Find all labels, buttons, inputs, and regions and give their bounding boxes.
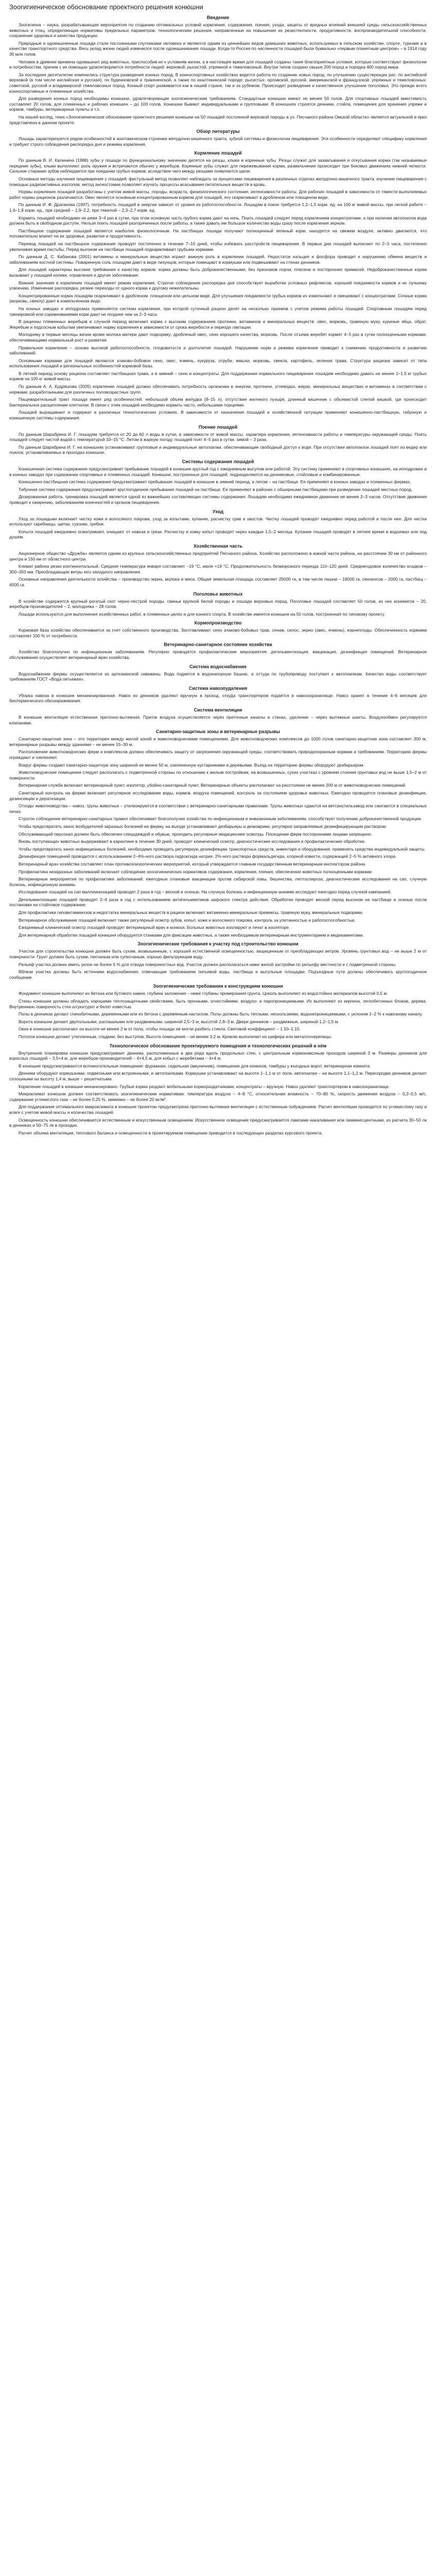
paragraph: Потолок конюшни делают утепленным, гладким, без выступов. Высота помещения – не менее 3,2 м. Кровлю выполняют из шифера или металлочерепицы. [19, 1033, 333, 1039]
section-heading: Система вентиляции [194, 707, 242, 713]
paragraph: Для ветеринарной обработки лошадей конюшня оборудуется станками для фиксации животных, а также необходимым ветеринарным инструментарием и медикаментами. [19, 932, 364, 938]
paragraph: Ветеринарный врач хозяйства составляет план противоэпизоотических мероприятий, который утверждается главным государственным ветеринарным инспектором района. [19, 861, 367, 867]
section-heading: Санитарно-защитные зоны и ветеринарные разрывы [155, 729, 281, 735]
paragraph: Важное значение в кормлении лошадей имеет режим кормления. Строгое соблюдение распорядка дня способствует выработке условных рефлексов, хорошей поедаемости кормов и их лучшему усвоению. Изменение распорядка, резкие переходы от одного корма к другому нежелательны. [9, 280, 427, 291]
paragraph: Ветеринарная служба включает ветеринарный пункт, изолятор, убойно-санитарный пункт. Ветеринарные объекты располагают на расстоянии не менее 200 м от животноводческих помещений. [19, 783, 407, 788]
paragraph: Табунная система содержания предусматривает круглогодичное пребывание лошадей на пастбище. Ее применяют в районах с обширными пастбищами при разведении лошадей местных пород. [19, 486, 413, 492]
paragraph: Для лошадей характерны высокие требования к качеству кормов: корма должны быть доброкачественными, без признаков порчи, плесени и посторонних примесей. Недоброкачественные корма вызывают у лошадей колики, отравления и другие заболевания. [9, 267, 427, 278]
paragraph: В рационы племенных жеребцов в случной период включают корма с высоким содержанием протеина, витаминов и минеральных веществ: овес, морковь, травяную муку, куриные яйца, обрат. Жеребым и подсосным кобылам увеличивают норму кормления в зависимости от срока жеребости и периода лактации. [9, 319, 427, 330]
paragraph: Санитарно-защитная зона – это территория между жилой зоной и животноводческими помещениями. Для животноводческих комплексов до 1000 голов санитарно-защитная зона составляет 300 м, ветеринарные разрывы между зданиями – не менее 15–30 м. [9, 736, 427, 747]
paragraph: В хозяйстве содержится крупный рогатый скот черно-пестрой породы, свиньи крупной белой породы и лошади верховых пород. Поголовье лошадей составляет 50 голов, из них конематок – 20, жеребцов-производителей – 2, молодняка – 28 голов. [9, 598, 427, 609]
section-heading: Системы содержания лошадей [182, 459, 254, 464]
paragraph: Кормовая база хозяйства обеспечивается за счет собственного производства. Заготавливают сено злаково-бобовых трав, сенаж, силос, зерно (овес, ячмень), корнеплоды. Обеспеченность кормами составляет 100 % от потребности. [9, 628, 427, 638]
paragraph: Зоогигиена – наука, разрабатывающая мероприятия по созданию оптимальных условий кормления, содержания, поения, ухода, защиты от вредных влияний внешней среды сельскохозяйственных животных и птиц, определяющая нормативы предельных параметров, технологические решения, направленные на повышение их резистентности, продуктивности, воспроизводительной способности, сохранение здоровья и качества продукции. [9, 22, 427, 39]
section-heading: Система водоснабжения [189, 664, 247, 669]
section-heading: Хозяйственная часть [193, 543, 243, 549]
paragraph: За последнее десятилетие изменились структура разведения конных пород. В конноспортивных хозяйствах ведется работа по созданию новых пород, по улучшению существующих рас: по английской верховой (в том числе английская и русская), по буденновской и тракененской, а также по ахалтекинской породе; рысистых: орловской, русской, американской и французской; упряжных и тяжеловозных: советской, русской и владимирской тяжеловозных пород. Конный спорт развивается как в нашей стране, так и за рубежом. Происходит разведение и качественное улучшение поголовья. Это прежде всего конноспортивные и племенные хозяйства. [9, 72, 427, 94]
paragraph: Дозированная работа, тренировка лошадей является одной из важнейших составляющих системы содержания. Лошадям необходимо ежедневное движение не менее 2–3 часов. Отсутствие движения приводит к ожирению, заболеваниям конечностей и органов пищеварения. [9, 494, 427, 505]
paragraph: Перевод лошадей на пастбищное содержание проводят постепенно в течение 7–10 дней, чтобы избежать расстройств пищеварения. В первые дни лошадей выпасают по 2–3 часа, постепенно увеличивая время пастьбы. Перед выгоном на пастбище лошадей подкармливают грубыми кормами. [9, 241, 427, 252]
document-body [9, 14, 427, 1136]
paragraph: Участок для строительства конюшни должен быть сухим, возвышенным, с хорошей естественной освещенностью, защищенным от преобладающих ветров. Уровень грунтовых вод – не выше 2 м от поверхности. Грунт должен быть сухим, песчаным или супесчаным, хорошо фильтрующим воду. [9, 948, 427, 960]
section-heading: Система навозоудаления [188, 685, 248, 691]
paragraph: Конюшенно-пастбищная система содержания предусматривает пребывание лошадей в конюшне в зимний период, а летом – на пастбище. Ее применяют в конных заводах и племенных фермах. [19, 479, 411, 485]
paragraph: Для профилактики гиповитаминозов и недостатка минеральных веществ в рацион включают витаминно-минеральные премиксы, травяную муку, минеральные подкормки. [19, 910, 363, 916]
paragraph: Правильное кормление – основа высокой работоспособности, плодовитости и долголетия лошадей. Нарушение норм и режима кормления приводит к снижению продуктивности и развитию заболеваний. [9, 345, 427, 356]
paragraph: В летний период основу рациона составляет пастбищная трава, а в зимний – сено и концентраты. Для поддержания нормального пищеварения лошадям необходимо давать не менее 1–1,5 кг грубых кормов на 100 кг живой массы. [9, 370, 427, 382]
paragraph: Для разведения конных пород необходимы конюшни, удовлетворяющие зоогигиеническим требованиям. Стандартные конюшни имеют не менее 50 голов. Для спортивных лошадей вместимость составляет 20 голов, для племенных и рабочих конюшен – до 100 голов. Конюшни бывают индивидуальными и групповыми. В конюшнях строятся денники, стойла, помещения для хранения упряжи и кормов, тамбуры, ветеринарные пункты и т.п. [9, 96, 427, 112]
paragraph: Основными кормами для лошадей являются злаково-бобовое сено, овес, ячмень, кукуруза, отруби, жмыхи, морковь, свекла, картофель, зеленая трава. Структура рациона зависит от типа использования лошадей и региональных особенностей кормовой базы. [9, 358, 427, 369]
paragraph: Лошадь характеризуется рядом особенностей в анатомическом строении желудочно-кишечного тракта, зубной системы и физиологии пищеварения. Эти особенности определяют специфику кормления и требуют строго соблюдения распорядка дня и режима кормления. [9, 136, 427, 147]
paragraph: Исследование лошадей на сап маллеинизацией проводят 2 раза в год – весной и осенью. На случную болезнь и инфекционную анемию исследуют ежегодно перед случной кампанией. [19, 889, 392, 895]
paragraph: Акционерное общество «Дружба» является одним из крупных сельскохозяйственных предприятий Песчаного района. Хозяйство расположено в южной части района, на расстоянии 30 км от районного центра и 150 км от областного центра. [9, 550, 427, 562]
paragraph: Ветеринарное обслуживание лошадей включает также регулярный осмотр зубов, копыт, кожи и волосяного покрова, контроль за упитанностью и работоспособностью. [19, 917, 356, 923]
paragraph: Вновь поступающих животных выдерживают в карантине в течение 30 дней, проводят клинический осмотр, диагностические исследования и профилактические обработки. [19, 839, 366, 844]
paragraph: Рельеф участка должен иметь уклон не более 5 % для отвода поверхностных вод. Участок должен располагаться ниже жилой застройки по рельефу местности и с подветренной стороны. [19, 961, 397, 967]
paragraph: В конюшне вентиляция естественная приточно-вытяжная. Приток воздуха осуществляется через приточные каналы в стенах, удаление – через вытяжные шахты. Воздухообмен регулируется клапанами. [9, 715, 427, 725]
paragraph: Концентрированные корма лошадям скармливают в дробленом, плющеном или цельном виде. Для улучшения поедаемости грубых кормов их измельчают и смешивают с концентратами. Сочные корма (морковь, свеклу) дают в измельченном виде. [9, 293, 427, 304]
section-heading: Обзор литературы [196, 129, 240, 134]
paragraph: Хозяйство благополучно по инфекционным заболеваниям. Регулярно проводятся профилактические мероприятия: дегельминтизация, вакцинация, дезинфекция помещений. Ветеринарное обслуживание осуществляет ветеринарный врач хозяйства. [9, 649, 427, 660]
paragraph: Основные направления деятельности хозяйства – производство зерна, молока и мяса. Общая земельная площадь составляет 25000 га, в том числе пашни – 18000 га, сенокосов – 2000 га, пастбищ – 4000 га. [9, 577, 427, 587]
paragraph: По данным Д. С. Кабанова (2001) витамины и минеральные вещества играют важную роль в кормлении лошадей. Недостаток кальция и фосфора приводит к нарушению обмена веществ и заболеваниям костной системы. Поваренную соль лошадям дают в виде лизунцов, которые помещают в кормушки или подвешивают на стенах денников. [9, 254, 427, 265]
section-heading: Уход [212, 509, 224, 514]
section-heading: Технологическое обоснование проектируемого помещения и технологических решений в нём [109, 1043, 327, 1048]
paragraph: Для поддержания оптимального микроклимата в конюшне проектом предусмотрена приточно-вытяжная вентиляция с естественным побуждением. Расчет вентиляции проводится по углекислому газу и влаге с учетом живой массы и количества лошадей. [9, 1104, 427, 1115]
paragraph: Ворота конюшни делают двупольными, распашными или раздвижными, шириной 2,5–3 м, высотой 2,8–3 м. Двери денников – раздвижные, шириной 1,2–1,5 м. [19, 1019, 339, 1024]
paragraph: Кормить лошадей необходимо не реже 3–4 раз в сутки, при этом основную часть грубого корма дают на ночь. Поить лошадей следует перед кормлением концентратами, а при наличии автопоилок вода должна быть в свободном доступе. Нельзя поить лошадей разгоряченных после работы, а также давать им большое количество воды сразу после кормления зерном. [9, 215, 427, 226]
section-heading: Поение лошадей [198, 424, 238, 430]
paragraph: Строгое соблюдение ветеринарно-санитарных правил обеспечивает благополучие хозяйства по инфекционным и инвазионным заболеваниям, способствует получению доброкачественной продукции. [19, 816, 422, 822]
paragraph: Полы в денниках делают глинобитными, деревянными или из бетона с деревянным настилом. Полы должны быть теплыми, нескользкими, водонепроницаемыми, с уклоном 1–2 % к навозному каналу. [19, 1011, 423, 1017]
section-heading: Введение [206, 15, 230, 20]
paragraph: Вокруг фермы создают санитарно-защитную зону шириной не менее 50 м, озелененную кустарниками и деревьями. Въезд на территорию фермы оборудуют дезбарьером. [19, 762, 364, 768]
section-heading: Поголовье животных [193, 591, 243, 597]
paragraph: Дегельминтизацию лошадей проводят 2–4 раза в год с использованием антигельминтиков широкого спектра действия. Обработки проводят весной перед выгоном на пастбище и осенью после постановки на стойловое содержание. [9, 896, 427, 908]
paragraph: Ветеринарные мероприятия по профилактике заболеваний: ежегодные плановые вакцинации против сибирской язвы, бешенства, лептоспироза; диагностические исследования на сап, случную болезнь, инфекционную анемию. [9, 876, 427, 887]
paragraph: Основные методы изучения пищеварения у лошадей: фистульный метод позволяет наблюдать за процессами пищеварения в различных отделах желудочно-кишечного тракта; изучение пищеварения с помощью радиоактивных изотопов; метод ангиостомии позволяет изучать процессы всасывания питательных веществ в кровь. [9, 176, 427, 187]
paragraph: Лошадей выращивают и содержат в различных технологических условиях. В зависимости от назначения лошадей и хозяйственной ситуации применяют конюшенно-пастбищную, табунную и конюшенную системы содержания. [9, 410, 427, 421]
paragraph: Расположение животноводческих ферм и комплексов должно обеспечивать защиту от загрязнения окружающей среды, соответствовать природоохранным нормам и требованиям. Территорию фермы ограждают и озеленяют. [9, 749, 427, 760]
paragraph: На конных заводах и ипподромах применяется система кормления, при которой суточный рацион делят на несколько приемов с учетом режима работы лошадей. Спортивным лошадям перед тренировкой или соревнованиями корм дают не позднее чем за 2–3 часа. [9, 306, 427, 317]
paragraph: Внутренняя планировка конюшни предусматривает денники, расположенные в два ряда вдоль продольных стен, с центральным кормонавозным проходом шириной 3 м. Размеры денников для взрослых лошадей – 3,5×4 м, для жеребцов-производителей – 4×4,5 м, для кобыл с жеребятами – 4×4 м. [9, 1050, 427, 1061]
paragraph: Лошади используются для выполнения хозяйственных работ, в племенных целях и для конного спорта. В хозяйстве имеется конюшня на 50 голов, построенная по типовому проекту. [19, 611, 385, 617]
paragraph: Денники оборудуют кормушками, подвесными или встроенными, и автопоилками. Кормушки устанавливают на высоте 1–1,1 м от пола, автопоилки – на высоте 1,1–1,2 м. Перегородки денников делают сплошными на высоту 1,4 м, выше – решетчатыми. [9, 1071, 427, 1081]
paragraph: Копыта лошадей ежедневно осматривают, очищают от навоза и грязи. Расчистку и ковку копыт проводят через каждые 1,5–2 месяца. Купание лошадей проводят в летнее время в водоемах или под душем. [9, 529, 427, 540]
paragraph: По данным Шарабрина И. Г. лошадям требуется от 20 до 60 л воды в сутки, в зависимости от живой массы, характера кормления, интенсивности работы и температуры окружающей среды. Поить лошадей следует чистой водой с температурой 10–15 °С. Летом в жаркую погоду лошадей поят 4–5 раз в сутки, зимой – 3 раза. [9, 431, 427, 443]
paragraph: Уборка навоза в конюшне механизированная. Навоз из денников удаляют вручную в проход, откуда транспортером подается в навозохранилище. Навоз хранят в течение 4–6 месяцев для биотермического обеззараживания. [9, 692, 427, 704]
paragraph: Чтобы предотвратить занос возбудителей заразных болезней на ферму, на въезде устанавливают дезбарьеры и дезковрики, регулярно заправляемые дезинфицирующим раствором. [19, 823, 387, 829]
paragraph: Фундамент конюшни выполняют из бетона или бутового камня, глубина заложения – ниже глубины промерзания грунта. Цоколь выполняют из водостойких материалов высотой 0,5 м. [19, 991, 388, 996]
paragraph: Вблизи участка должны быть источники водоснабжения, отвечающие требованиям питьевой воды, пастбища и выгульные площадки. Подъездные пути должны обеспечивать круглогодичное сообщение. [9, 969, 427, 980]
paragraph: Уход за лошадьми включает чистку кожи и волосяного покрова, уход за копытами, купание, расчистку грив и хвостов. Чистку лошадей проводят ежедневно перед работой и после нее. Для чистки используют скребницы, щетки, суконки, гребни. [9, 516, 427, 527]
paragraph: Животноводческие помещения следует располагать с подветренной стороны по отношению к жилым постройкам, на возвышенных, сухих участках с уровнем стояния грунтовых вод не выше 1,5–2 м от поверхности. [9, 770, 427, 781]
paragraph: В конюшне предусматриваются вспомогательные помещения: фуражная, седельная (амуничник), помещение для конюхов, тамбуры у въездных ворот, ветеринарная комната. [19, 1063, 371, 1069]
section-heading: Зоогигиенические требования к конструкциям конюшни [153, 984, 283, 989]
paragraph: Микроклимат конюшни должен соответствовать зоогигиеническим нормативам: температура воздуха – 4–8 °С, относительная влажность – 70–80 %, скорость движения воздуха – 0,2–0,5 м/с, содержание углекислого газа – не более 0,25 %, аммиака – не более 20 мг/м³. [9, 1091, 427, 1102]
paragraph: На нашей взгляд, тема «Зоогигиеническое обоснование проектного решения конюшни на 50 лошадей постоянной верховой породы в уч. Песчаного района Омской области» является актуальной и ярко представлена в данном проекте. [9, 114, 427, 125]
paragraph: По данным Шарабрина И. Г. на конюшнях устанавливают групповые и индивидуальные автопоилки, обеспечивающие свободный доступ к воде. При отсутствии автопоилок лошадей поят из ведер или поилок, устанавливаемых в проходах конюшни. [9, 444, 427, 455]
paragraph: Пищеварительный тракт лошади имеет ряд особенностей: небольшой объем желудка (8–15 л), отсутствие желчного пузыря, длинный кишечник с объемистой слепой кишкой, где происходит бактериальное расщепление клетчатки. В связи с этим лошадей необходимо кормить часто, небольшими порциями. [9, 397, 427, 408]
paragraph: Отходы животноводства – навоз, трупы животных – утилизируются в соответствии с ветеринарно-санитарными правилами. Трупы животных сдаются на ветсанутильзавод или сжигаются в специальных печах. [9, 803, 427, 814]
paragraph: Кормление лошадей в конюшне механизировано. Грубые корма раздают мобильными кормораздатчиками, концентраты – вручную. Навоз удаляют транспортером в навозохранилище. [19, 1083, 390, 1089]
paragraph: Ежедневный клинический осмотр лошадей проводят ветеринарный врач и конюхи. Больных животных изолируют и лечат в изоляторе. [19, 925, 290, 930]
paragraph: По данным В. И. Калинина (1988) зубы у лошади по функциональному значению делятся на резцы, клыки и коренные зубы. Резцы служат для захватывания и откусывания корма (так называемые передние зубы), клыки выполняют роль оружия и встречаются обычно у жеребцов. Коренные зубы служат для пережевывания корма, размельчение происходит при боковых движениях нижней челюсти. Сильное стирание зубов наблюдается при поедании грубых кормов, вследствие чего между резцами появляются щели. [9, 158, 427, 174]
paragraph: Обслуживающий персонал должен быть обеспечен спецодеждой и обувью, проходить регулярные медицинские осмотры. Посещение ферм посторонними лицами запрещено. [19, 831, 372, 837]
paragraph: Санитарный контроль на ферме включает регулярное исследование воды, кормов, воздуха помещений, контроль за состоянием здоровья животных. Ежегодно проводятся плановые дезинфекции, дезинсекции и дератизации. [9, 790, 427, 801]
paragraph: Природные и одомашненные лошади стали постоянными спутниками человека и являются одним из ценнейших видов домашних животных, используемых в сельском хозяйстве, спорте, туризме и в качестве транспортного средства. Весь уклад жизни людей изменился после одомашнивания лошади. Когда-то Россия по численности лошадей была буквально «первым планетным центром» – в 1914 году 36 млн голов. [9, 40, 427, 57]
paragraph: По данным И. Ф. Драганова (1997), потребность лошадей в энергии зависит от уровня их работоспособности. Лошадям в покое требуется 1,2–1,5 корм. ед. на 100 кг живой массы, при легкой работе – 1,6–1,8 корм. ед., при средней – 1,9–2,2, при тяжелой – 2,3–2,7 корм. ед. [9, 202, 427, 213]
paragraph: Конюшенная система содержания предусматривает пребывание лошадей в конюшне круглый год с ежедневным выгулом или работой. Эту систему применяют в спортивных конюшнях, на ипподромах и в конных заводах при содержании спортивных и племенных лошадей. Конюшни, построенные для лошадей, подразделяются на денниковые, стойловые и комбинированные. [9, 466, 427, 477]
document-title: Зоогигиеническое обоснование проектного решения конюшни [9, 3, 203, 11]
section-heading: Кормопроизводство [194, 620, 242, 626]
paragraph: Дезинфекция помещений проводится с использованием 2–4%-ного раствора гидроксида натрия, 2%-ного раствора формальдегида, хлорной извести, содержащей 2–5 % активного хлора. [19, 854, 397, 859]
paragraph: Пастбищное содержание лошадей является наиболее физиологичным. На пастбищах лошади получают полноценный зеленый корм, находятся на свежем воздухе, активно двигаются, что положительно влияет на их здоровье, развитие и продуктивность. [9, 228, 427, 239]
paragraph: Молодняку в первые месяцы жизни кроме молока матери дают подкормку: дробленый овес, сено хорошего качества, морковь. После отъема жеребят кормят 4–5 раз в сутки полноценными кормами, обеспечивающими нормальный рост и развитие. [9, 332, 427, 343]
section-heading: Кормление лошадей [194, 150, 242, 156]
paragraph: Профилактика незаразных заболеваний включает соблюдение зоогигиенических нормативов содержания, кормления, поения, обеспечение животных полноценными кормами. [19, 869, 373, 874]
paragraph: Нормы кормления лошадей разработаны с учетом живой массы, породы, возраста, физиологического состояния, интенсивности работы. Для рабочих лошадей в зависимости от тяжести выполняемых работ нормы рационов различаются. Овес является основным концентрированным кормом для лошадей, его скармливают в дробленом или плющеном виде. [9, 189, 427, 200]
paragraph: Окна в конюшне располагают на высоте не менее 2 м от пола, чтобы лошади не могли разбить стекла. Световой коэффициент – 1:10–1:15. [19, 1026, 301, 1032]
section-heading: Ветеринарно-санитарное состояние хозяйства [164, 642, 272, 648]
paragraph: Климат района резко континентальный. Средняя температура января составляет −19 °С, июля +19 °С. Продолжительность безморозного периода 110–120 дней. Среднегодовое количество осадков – 300–350 мм. Преобладающие ветры юго-западного направления. [9, 564, 427, 574]
paragraph: Человек в древние времена одомашнил ряд животных, приспособив их к условиям жизни, а в настоящее время для лошадей созданы такие благоприятные условия, которые соответствуют физиологии и потребностям, причем с их помощью удовлетворяются потребности людей: верховой, рысистой, упряжной и тяжеловозный. Внутри типов создано свыше 200 пород и порядка 400 пород мира. [9, 59, 427, 70]
paragraph: Водоснабжение фермы осуществляется из артезианской скважины. Вода подается в водонапорную башню, а оттуда по трубопроводу поступает к автопоилкам. Качество воды соответствует требованиям ГОСТ «Вода питьевая». [9, 671, 427, 682]
paragraph: Освещенность конюшни обеспечивается естественным и искусственным освещением. Искусственное освещение предусматривается лампами накаливания или люминесцентными, из расчета 30–50 лк в денниках и 50–75 лк в проходах. [9, 1117, 427, 1128]
section-heading: Зоогигиенические требования к участку под строительство конюшни [137, 941, 299, 947]
paragraph: По данным А. А. Кудряшова (2005) кормление лошадей должно обеспечивать потребность организма в энергии, протеине, углеводах, жирах, минеральных веществах и витаминах в соответствии с нормами, разработанными для различных половозрастных групп. [9, 384, 427, 395]
paragraph: Стены конюшни должны обладать хорошими теплозащитными свойствами, быть прочными, огнестойкими, воздухо- и паропроницаемыми. Их выполняют из кирпича, легкобетонных блоков, дерева. Внутреннюю поверхность стен штукатурят и белят известью. [9, 998, 427, 1009]
paragraph: Расчет объема вентиляции, теплового баланса и освещенности в проектируемом помещении приводится в последующих разделах курсового проекта. [19, 1130, 323, 1136]
paragraph: Чтобы предотвратить занос инфекционных болезней, необходимо проводить регулярную дезинфекцию транспортных средств, инвентаря и оборудования, применять средства индивидуальной защиты. [19, 846, 426, 852]
